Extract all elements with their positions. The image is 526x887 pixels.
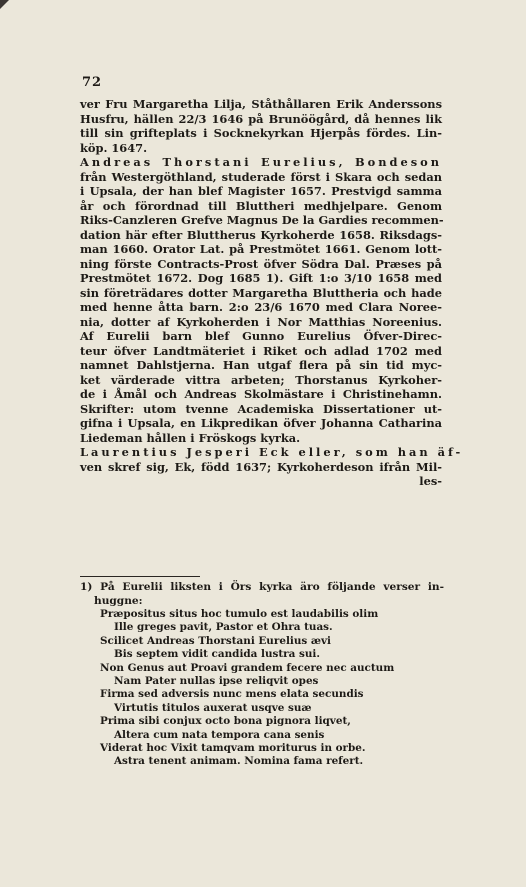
verse-line: Virtutis titulos auxerat usqve suæ <box>114 701 312 714</box>
verse-line: Altera cum nata tempora cana senis <box>114 728 325 741</box>
text-line: från Westergöthland, studerade först i Skara och sedan <box>80 169 442 184</box>
main-text <box>80 97 464 489</box>
text-line: gifna i Upsala, en Likpredikan öfver Johanna Catharina <box>80 416 442 430</box>
text-line: Skrifter: utom tvenne Academiska Dissertationer ut- <box>80 401 442 416</box>
text-line: les- <box>419 474 442 488</box>
verse-line: Astra tenent animam. Nomina fama refert. <box>114 755 364 768</box>
page-corner-mark <box>0 0 9 9</box>
verse-line: Præpositus situs hoc tumulo est laudabilis olim <box>100 608 379 620</box>
text-line: ket värderade vittra arbeten; Thorstanus Kyrkoher- <box>80 372 442 387</box>
text-line: ning förste Contracts-Prost öfver Södra Dal. Præses på <box>80 256 442 271</box>
footnote-line: 1) På Eurelii liksten i Örs kyrka äro följande verser in- <box>80 581 444 593</box>
text-line: de i Åmål och Andreas Skolmästare i Christinehamn. <box>80 387 442 401</box>
text-line: Husfru, hällen 22/3 1646 på Brunöögård, då hennes lik <box>80 111 442 126</box>
text-line: nia, dotter af Kyrkoherden i Nor Matthias Noreenius. <box>80 314 442 329</box>
page-number: 72 <box>82 75 103 90</box>
verse-line: Non Genus aut Proavi grandem fecere nec auctum <box>100 661 395 674</box>
text-line: år och förordnad till Bluttheri medhjelpare. Genom <box>80 198 442 213</box>
text-line: Af Eurelii barn blef Gunno Eurelius Öfver-Direc- <box>80 329 442 343</box>
text-line: ver Fru Margaretha Lilja, Ståthållaren Erik Anderssons <box>80 97 442 111</box>
verse-line: Ille greges pavit, Pastor et Ohra tuas. <box>114 621 333 634</box>
verse-line: Scilicet Andreas Thorstani Eurelius ævi <box>100 634 331 647</box>
text-line: ven skref sig, Ek, född 1637; Kyrkoherdeson ifrån Mil- <box>80 459 442 474</box>
footnote <box>80 581 444 769</box>
text-line: till sin grifteplats i Socknekyrkan Hjerpås fördes. Lin- <box>80 126 442 140</box>
verse-line: Bis septem vidit candida lustra sui. <box>114 648 320 661</box>
text-line: Laurentius Jesperi Eck eller, som han äf- <box>80 445 464 459</box>
text-line: man 1660. Orator Lat. på Prestmötet 1661. Genom lott- <box>80 242 442 256</box>
text-line: Riks-Canzleren Grefve Magnus De la Gardies recommen- <box>80 213 444 227</box>
verse-line: Viderat hoc Vixit tamqvam moriturus in orbe. <box>100 742 366 755</box>
verse-line: Firma sed adversis nunc mens elata secundis <box>100 688 364 701</box>
text-line: Andreas Thorstani Eurelius, Bondeson <box>80 155 442 169</box>
text-line: Prestmötet 1672. Dog 1685 1). Gift 1:o 3/10 1658 med <box>80 271 442 285</box>
verse-line: Prima sibi conjux octo bona pignora liqvet, <box>100 715 351 728</box>
text-line: sin företrädares dotter Margaretha Bluttheria och hade <box>80 285 442 300</box>
text-line: köp. 1647. <box>80 140 148 155</box>
verse-line: Nam Pater nullas ipse reliqvit opes <box>114 675 319 688</box>
footnote-line: huggne: <box>94 594 143 607</box>
text-line: med henne åtta barn. 2:o 23/6 1670 med Clara Noree- <box>80 300 442 314</box>
text-line: i Upsala, der han blef Magister 1657. Prestvigd samma <box>80 184 442 198</box>
text-line: teur öfver Landtmäteriet i Riket och adlad 1702 med <box>80 343 442 358</box>
text-line: namnet Dahlstjerna. Han utgaf flera på sin tid myc- <box>80 358 442 372</box>
text-line: Liedeman hållen i Fröskogs kyrka. <box>80 430 301 445</box>
footnote-rule <box>80 576 200 577</box>
text-line: dation här efter Bluttherus Kyrkoherde 1658. Riksdags- <box>80 227 442 242</box>
